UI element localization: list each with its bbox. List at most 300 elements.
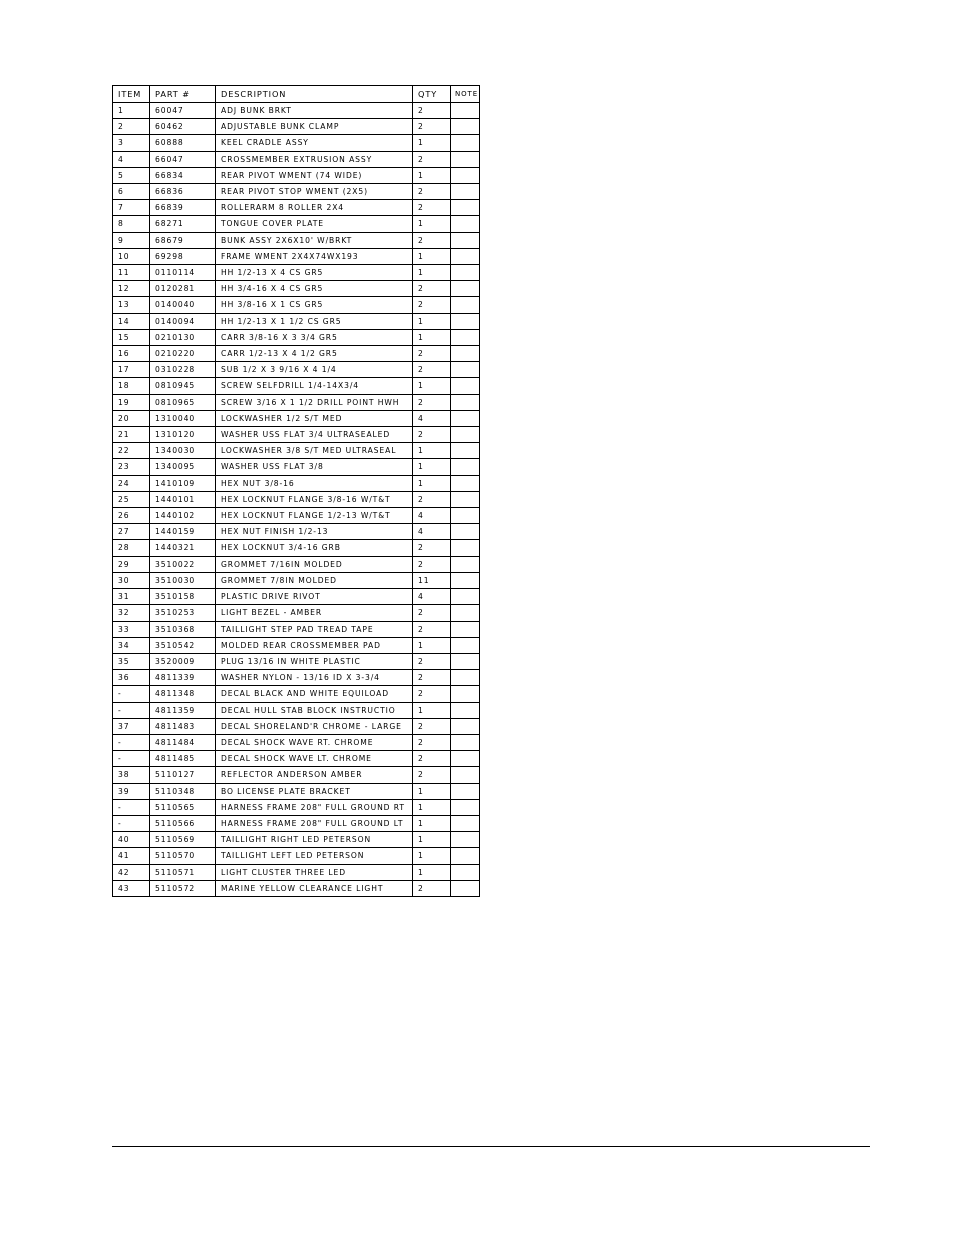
header-qty: QTY [413, 86, 451, 103]
table-row [113, 184, 480, 200]
table-row [113, 297, 480, 313]
cell-description: HH 1/2-13 X 4 CS GR5 [216, 265, 413, 281]
cell-note [451, 427, 480, 443]
cell-part-number: 0140040 [150, 297, 216, 313]
cell-item: 28 [113, 540, 150, 556]
cell-item: 25 [113, 491, 150, 507]
cell-qty: 2 [413, 670, 451, 686]
cell-description: TONGUE COVER PLATE [216, 216, 413, 232]
cell-item: - [113, 734, 150, 750]
cell-part-number: 4811359 [150, 702, 216, 718]
cell-item: 34 [113, 637, 150, 653]
cell-item: 15 [113, 329, 150, 345]
cell-note [451, 459, 480, 475]
cell-qty: 2 [413, 281, 451, 297]
cell-description: CARR 1/2-13 X 4 1/2 GR5 [216, 346, 413, 362]
cell-note [451, 200, 480, 216]
cell-description: HEX LOCKNUT FLANGE 1/2-13 W/T&T [216, 508, 413, 524]
cell-item: 39 [113, 783, 150, 799]
cell-part-number: 3510022 [150, 556, 216, 572]
cell-item: 29 [113, 556, 150, 572]
table-row [113, 232, 480, 248]
cell-note [451, 151, 480, 167]
table-row [113, 459, 480, 475]
table-row [113, 346, 480, 362]
cell-note [451, 556, 480, 572]
table-row [113, 848, 480, 864]
cell-part-number: 1410109 [150, 475, 216, 491]
cell-part-number: 3510030 [150, 572, 216, 588]
cell-note [451, 135, 480, 151]
cell-part-number: 5110572 [150, 880, 216, 896]
cell-qty: 1 [413, 637, 451, 653]
cell-item: 32 [113, 605, 150, 621]
cell-note [451, 297, 480, 313]
cell-part-number: 5110570 [150, 848, 216, 864]
table-row [113, 200, 480, 216]
cell-qty: 1 [413, 783, 451, 799]
cell-note [451, 265, 480, 281]
cell-part-number: 5110127 [150, 767, 216, 783]
cell-description: DECAL SHORELAND'R CHROME - LARGE [216, 718, 413, 734]
footer-divider [112, 1146, 870, 1147]
cell-part-number: 1440321 [150, 540, 216, 556]
cell-note [451, 540, 480, 556]
table-row [113, 248, 480, 264]
cell-qty: 1 [413, 443, 451, 459]
table-row [113, 799, 480, 815]
cell-qty: 2 [413, 362, 451, 378]
cell-description: HEX LOCKNUT FLANGE 3/8-16 W/T&T [216, 491, 413, 507]
cell-description: KEEL CRADLE ASSY [216, 135, 413, 151]
cell-part-number: 5110569 [150, 832, 216, 848]
cell-qty: 11 [413, 572, 451, 588]
cell-item: 7 [113, 200, 150, 216]
cell-part-number: 68271 [150, 216, 216, 232]
cell-qty: 4 [413, 410, 451, 426]
cell-description: WASHER USS FLAT 3/8 [216, 459, 413, 475]
cell-note [451, 362, 480, 378]
cell-item: 5 [113, 167, 150, 183]
cell-qty: 1 [413, 378, 451, 394]
header-note: NOTE [451, 86, 480, 103]
cell-part-number: 4811484 [150, 734, 216, 750]
cell-part-number: 5110566 [150, 815, 216, 831]
cell-note [451, 815, 480, 831]
cell-part-number: 3510542 [150, 637, 216, 653]
cell-part-number: 3510158 [150, 589, 216, 605]
cell-qty: 2 [413, 394, 451, 410]
cell-qty: 1 [413, 815, 451, 831]
cell-note [451, 313, 480, 329]
cell-qty: 2 [413, 686, 451, 702]
cell-item: 31 [113, 589, 150, 605]
cell-part-number: 60888 [150, 135, 216, 151]
cell-description: HH 1/2-13 X 1 1/2 CS GR5 [216, 313, 413, 329]
cell-description: DECAL HULL STAB BLOCK INSTRUCTIO [216, 702, 413, 718]
cell-item: 36 [113, 670, 150, 686]
cell-qty: 1 [413, 864, 451, 880]
cell-note [451, 184, 480, 200]
table-row [113, 864, 480, 880]
cell-item: 42 [113, 864, 150, 880]
cell-part-number: 5110348 [150, 783, 216, 799]
cell-qty: 2 [413, 103, 451, 119]
cell-qty: 1 [413, 475, 451, 491]
table-row [113, 686, 480, 702]
cell-note [451, 394, 480, 410]
cell-description: HH 3/8-16 X 1 CS GR5 [216, 297, 413, 313]
cell-note [451, 410, 480, 426]
cell-note [451, 767, 480, 783]
cell-item: 24 [113, 475, 150, 491]
cell-item: 20 [113, 410, 150, 426]
cell-item: 37 [113, 718, 150, 734]
table-row [113, 783, 480, 799]
cell-description: ADJUSTABLE BUNK CLAMP [216, 119, 413, 135]
cell-description: MOLDED REAR CROSSMEMBER PAD [216, 637, 413, 653]
cell-part-number: 66839 [150, 200, 216, 216]
table-row [113, 443, 480, 459]
cell-item: 2 [113, 119, 150, 135]
cell-description: CARR 3/8-16 X 3 3/4 GR5 [216, 329, 413, 345]
cell-qty: 2 [413, 718, 451, 734]
cell-note [451, 103, 480, 119]
cell-part-number: 5110565 [150, 799, 216, 815]
cell-item: 40 [113, 832, 150, 848]
cell-note [451, 637, 480, 653]
cell-description: WASHER NYLON - 13/16 ID X 3-3/4 [216, 670, 413, 686]
cell-qty: 1 [413, 832, 451, 848]
cell-note [451, 119, 480, 135]
cell-part-number: 1440101 [150, 491, 216, 507]
cell-description: LIGHT CLUSTER THREE LED [216, 864, 413, 880]
cell-note [451, 799, 480, 815]
cell-description: DECAL SHOCK WAVE LT. CHROME [216, 751, 413, 767]
cell-qty: 4 [413, 524, 451, 540]
table-row [113, 491, 480, 507]
table-row [113, 103, 480, 119]
cell-part-number: 1340030 [150, 443, 216, 459]
cell-part-number: 1310120 [150, 427, 216, 443]
cell-note [451, 281, 480, 297]
cell-note [451, 848, 480, 864]
cell-part-number: 0310228 [150, 362, 216, 378]
table-row [113, 702, 480, 718]
cell-item: - [113, 815, 150, 831]
cell-item: - [113, 799, 150, 815]
cell-description: REFLECTOR ANDERSON AMBER [216, 767, 413, 783]
table-row [113, 394, 480, 410]
cell-description: HEX NUT FINISH 1/2-13 [216, 524, 413, 540]
cell-part-number: 0810965 [150, 394, 216, 410]
cell-description: DECAL BLACK AND WHITE EQUILOAD [216, 686, 413, 702]
cell-item: 17 [113, 362, 150, 378]
table-row [113, 410, 480, 426]
cell-description: FRAME WMENT 2X4X74WX193 [216, 248, 413, 264]
table-row [113, 524, 480, 540]
cell-description: HEX LOCKNUT 3/4-16 GRB [216, 540, 413, 556]
cell-item: 43 [113, 880, 150, 896]
cell-description: DECAL SHOCK WAVE RT. CHROME [216, 734, 413, 750]
cell-qty: 2 [413, 297, 451, 313]
cell-description: REAR PIVOT WMENT (74 WIDE) [216, 167, 413, 183]
cell-qty: 2 [413, 232, 451, 248]
table-row [113, 540, 480, 556]
cell-item: 35 [113, 653, 150, 669]
cell-item: 16 [113, 346, 150, 362]
cell-part-number: 4811483 [150, 718, 216, 734]
cell-qty: 1 [413, 848, 451, 864]
cell-note [451, 346, 480, 362]
cell-description: ROLLERARM 8 ROLLER 2X4 [216, 200, 413, 216]
cell-qty: 2 [413, 621, 451, 637]
cell-description: TAILLIGHT STEP PAD TREAD TAPE [216, 621, 413, 637]
cell-qty: 1 [413, 329, 451, 345]
cell-note [451, 248, 480, 264]
cell-note [451, 491, 480, 507]
cell-item: 38 [113, 767, 150, 783]
cell-item: 19 [113, 394, 150, 410]
header-description: DESCRIPTION [216, 86, 413, 103]
cell-part-number: 1310040 [150, 410, 216, 426]
cell-description: LOCKWASHER 1/2 S/T MED [216, 410, 413, 426]
cell-note [451, 702, 480, 718]
table-row [113, 653, 480, 669]
cell-qty: 1 [413, 216, 451, 232]
parts-list-table [112, 85, 480, 897]
cell-note [451, 475, 480, 491]
cell-note [451, 378, 480, 394]
cell-description: SCREW 3/16 X 1 1/2 DRILL POINT HWH [216, 394, 413, 410]
cell-description: HEX NUT 3/8-16 [216, 475, 413, 491]
cell-part-number: 68679 [150, 232, 216, 248]
cell-qty: 2 [413, 346, 451, 362]
cell-qty: 2 [413, 605, 451, 621]
cell-part-number: 1440102 [150, 508, 216, 524]
cell-part-number: 60462 [150, 119, 216, 135]
cell-item: - [113, 751, 150, 767]
cell-note [451, 167, 480, 183]
cell-item: 3 [113, 135, 150, 151]
cell-note [451, 734, 480, 750]
cell-description: CROSSMEMBER EXTRUSION ASSY [216, 151, 413, 167]
table-row [113, 216, 480, 232]
cell-qty: 1 [413, 799, 451, 815]
cell-description: REAR PIVOT STOP WMENT (2X5) [216, 184, 413, 200]
cell-item: 14 [113, 313, 150, 329]
cell-qty: 2 [413, 491, 451, 507]
cell-item: 27 [113, 524, 150, 540]
cell-qty: 2 [413, 556, 451, 572]
cell-qty: 1 [413, 265, 451, 281]
table-row [113, 281, 480, 297]
cell-note [451, 216, 480, 232]
cell-part-number: 0210130 [150, 329, 216, 345]
cell-part-number: 60047 [150, 103, 216, 119]
cell-note [451, 686, 480, 702]
cell-description: HH 3/4-16 X 4 CS GR5 [216, 281, 413, 297]
cell-item: 4 [113, 151, 150, 167]
cell-part-number: 4811485 [150, 751, 216, 767]
cell-part-number: 4811348 [150, 686, 216, 702]
cell-note [451, 653, 480, 669]
cell-qty: 2 [413, 184, 451, 200]
cell-qty: 4 [413, 589, 451, 605]
table-row [113, 329, 480, 345]
table-row [113, 605, 480, 621]
cell-part-number: 0120281 [150, 281, 216, 297]
cell-part-number: 0210220 [150, 346, 216, 362]
cell-part-number: 69298 [150, 248, 216, 264]
table-row [113, 378, 480, 394]
cell-qty: 2 [413, 734, 451, 750]
cell-description: PLUG 13/16 IN WHITE PLASTIC [216, 653, 413, 669]
cell-description: ADJ BUNK BRKT [216, 103, 413, 119]
table-row [113, 670, 480, 686]
table-row [113, 313, 480, 329]
table-row [113, 734, 480, 750]
cell-item: 26 [113, 508, 150, 524]
cell-qty: 1 [413, 313, 451, 329]
table-row [113, 556, 480, 572]
table-row [113, 362, 480, 378]
table-row [113, 767, 480, 783]
cell-note [451, 232, 480, 248]
cell-qty: 2 [413, 427, 451, 443]
table-row [113, 475, 480, 491]
cell-note [451, 783, 480, 799]
cell-description: MARINE YELLOW CLEARANCE LIGHT [216, 880, 413, 896]
cell-note [451, 832, 480, 848]
table-row [113, 621, 480, 637]
cell-item: - [113, 686, 150, 702]
cell-item: 12 [113, 281, 150, 297]
cell-item: 1 [113, 103, 150, 119]
cell-item: 33 [113, 621, 150, 637]
cell-part-number: 3510253 [150, 605, 216, 621]
header-part-number: PART # [150, 86, 216, 103]
cell-note [451, 751, 480, 767]
cell-item: 6 [113, 184, 150, 200]
cell-note [451, 605, 480, 621]
table-row [113, 151, 480, 167]
cell-qty: 2 [413, 119, 451, 135]
cell-description: SUB 1/2 X 3 9/16 X 4 1/4 [216, 362, 413, 378]
cell-item: 10 [113, 248, 150, 264]
cell-part-number: 0140094 [150, 313, 216, 329]
table-row [113, 637, 480, 653]
cell-item: 21 [113, 427, 150, 443]
cell-qty: 2 [413, 751, 451, 767]
table-row [113, 815, 480, 831]
cell-note [451, 880, 480, 896]
table-row [113, 167, 480, 183]
cell-note [451, 443, 480, 459]
cell-item: 18 [113, 378, 150, 394]
cell-description: LOCKWASHER 3/8 S/T MED ULTRASEAL [216, 443, 413, 459]
table-row [113, 265, 480, 281]
cell-qty: 1 [413, 135, 451, 151]
cell-description: GROMMET 7/16IN MOLDED [216, 556, 413, 572]
cell-item: - [113, 702, 150, 718]
cell-description: TAILLIGHT RIGHT LED PETERSON [216, 832, 413, 848]
cell-description: SCREW SELFDRILL 1/4-14X3/4 [216, 378, 413, 394]
cell-note [451, 508, 480, 524]
cell-description: WASHER USS FLAT 3/4 ULTRASEALED [216, 427, 413, 443]
cell-note [451, 621, 480, 637]
cell-item: 22 [113, 443, 150, 459]
cell-note [451, 670, 480, 686]
table-row [113, 589, 480, 605]
cell-description: GROMMET 7/8IN MOLDED [216, 572, 413, 588]
table-row [113, 135, 480, 151]
cell-description: HARNESS FRAME 208" FULL GROUND RT [216, 799, 413, 815]
cell-part-number: 4811339 [150, 670, 216, 686]
cell-qty: 2 [413, 653, 451, 669]
table-row [113, 508, 480, 524]
cell-part-number: 3510368 [150, 621, 216, 637]
cell-item: 13 [113, 297, 150, 313]
cell-item: 30 [113, 572, 150, 588]
cell-qty: 4 [413, 508, 451, 524]
cell-note [451, 864, 480, 880]
cell-note [451, 589, 480, 605]
cell-qty: 2 [413, 540, 451, 556]
table-header-row [113, 86, 480, 103]
cell-part-number: 0110114 [150, 265, 216, 281]
parts-table-body [113, 103, 480, 897]
cell-note [451, 718, 480, 734]
table-row [113, 572, 480, 588]
cell-part-number: 5110571 [150, 864, 216, 880]
cell-qty: 2 [413, 200, 451, 216]
cell-qty: 1 [413, 248, 451, 264]
cell-qty: 2 [413, 767, 451, 783]
table-row [113, 427, 480, 443]
cell-qty: 1 [413, 702, 451, 718]
cell-part-number: 66834 [150, 167, 216, 183]
cell-note [451, 572, 480, 588]
cell-description: PLASTIC DRIVE RIVOT [216, 589, 413, 605]
cell-note [451, 329, 480, 345]
cell-part-number: 66047 [150, 151, 216, 167]
table-row [113, 880, 480, 896]
cell-part-number: 1440159 [150, 524, 216, 540]
cell-item: 11 [113, 265, 150, 281]
cell-part-number: 0810945 [150, 378, 216, 394]
cell-note [451, 524, 480, 540]
cell-description: TAILLIGHT LEFT LED PETERSON [216, 848, 413, 864]
cell-part-number: 3520009 [150, 653, 216, 669]
cell-qty: 2 [413, 880, 451, 896]
cell-description: HARNESS FRAME 208" FULL GROUND LT [216, 815, 413, 831]
cell-item: 41 [113, 848, 150, 864]
cell-description: BO LICENSE PLATE BRACKET [216, 783, 413, 799]
cell-qty: 1 [413, 459, 451, 475]
cell-description: LIGHT BEZEL - AMBER [216, 605, 413, 621]
cell-item: 23 [113, 459, 150, 475]
cell-item: 9 [113, 232, 150, 248]
table-row [113, 119, 480, 135]
cell-qty: 2 [413, 151, 451, 167]
cell-qty: 1 [413, 167, 451, 183]
table-row [113, 718, 480, 734]
header-item: ITEM [113, 86, 150, 103]
cell-part-number: 1340095 [150, 459, 216, 475]
cell-item: 8 [113, 216, 150, 232]
table-row [113, 751, 480, 767]
